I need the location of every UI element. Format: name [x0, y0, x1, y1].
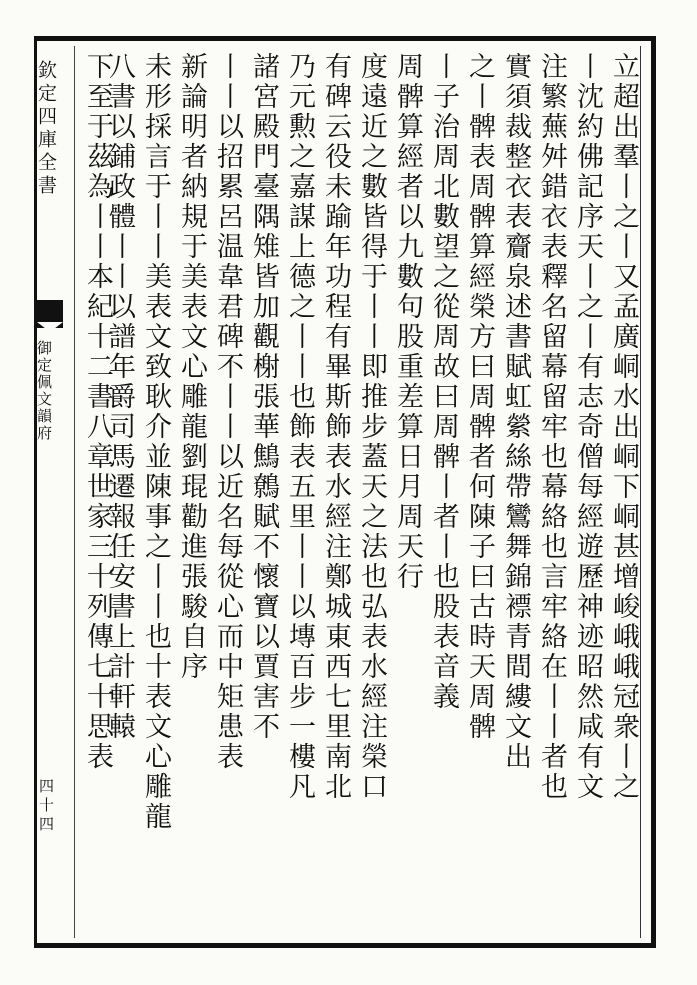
text-column: 丨子治周北數望之從周故曰周髀丨者丨也股表音義 [428, 52, 459, 712]
margin-series-title: 欽定四庫全書 [35, 60, 57, 198]
text-column: 新論明者納規于美表文心雕龍劉琨勸進張駿自序 [176, 52, 207, 682]
text-column: 未形採言于丨丨美表文致耿介並陳事之丨丨也十表文心雕龍 [140, 52, 171, 832]
text-column: 周髀算經者以九數句股重差算日月周天行 [392, 52, 423, 592]
text-column: 乃元勲之嘉謀上德之丨丨也飾表五里丨丨以塼百步一樓凡 [284, 52, 315, 802]
text-column: 丨丨以招累呂温韋君碑不丨丨以近名每從心而中矩患表 [212, 52, 243, 772]
text-column: 諸宮殿門臺隅雉皆加觀榭張華鷦鷯賦不懷寶以賈害不 [248, 52, 279, 742]
text-column: 下至于茲為丨丨本紀十二書八章世家三十列傳七十思表 [82, 52, 113, 772]
text-column: 實須裁整衣表齎泉述書賦虹縈絲帶鸞舞錦褾青間縷文出 [500, 52, 531, 772]
text-column: 注繁蕪舛錯衣表釋名留幕留牢也幕絡也言牢絡在丨丨者也 [536, 52, 567, 802]
page-frame-top [34, 36, 656, 41]
column-rule [74, 46, 75, 938]
page-frame-bottom [34, 943, 656, 948]
text-column: 八書以鋪政體丨丨以譜年爵司馬遷報任安書上計軒轅 [104, 52, 135, 742]
text-column: 有碑云役未踰年功程有畢斯飾表水經注鄭城東西七里南北 [320, 52, 351, 802]
text-column: 丨沈約佛記序天丨之丨有志奇僧每經遊歷神迹昭然咸有文 [572, 52, 603, 802]
text-column: 立超出羣丨之丨又孟廣峒水出峒下峒甚增峻峨峨冠衆丨之 [608, 52, 639, 802]
text-column: 之丨髀表周髀算經榮方曰周髀者何陳子曰古時天周髀 [464, 52, 495, 742]
fish-tail-mark [37, 300, 63, 328]
text-column: 度遠近之數皆得于丨丨即推步蓋天之法也弘表水經注榮口 [356, 52, 387, 802]
margin-page-number: 四十四 [37, 778, 55, 835]
margin-book-title: 御定佩文韻府 [35, 340, 53, 442]
page-frame-right [651, 36, 656, 948]
